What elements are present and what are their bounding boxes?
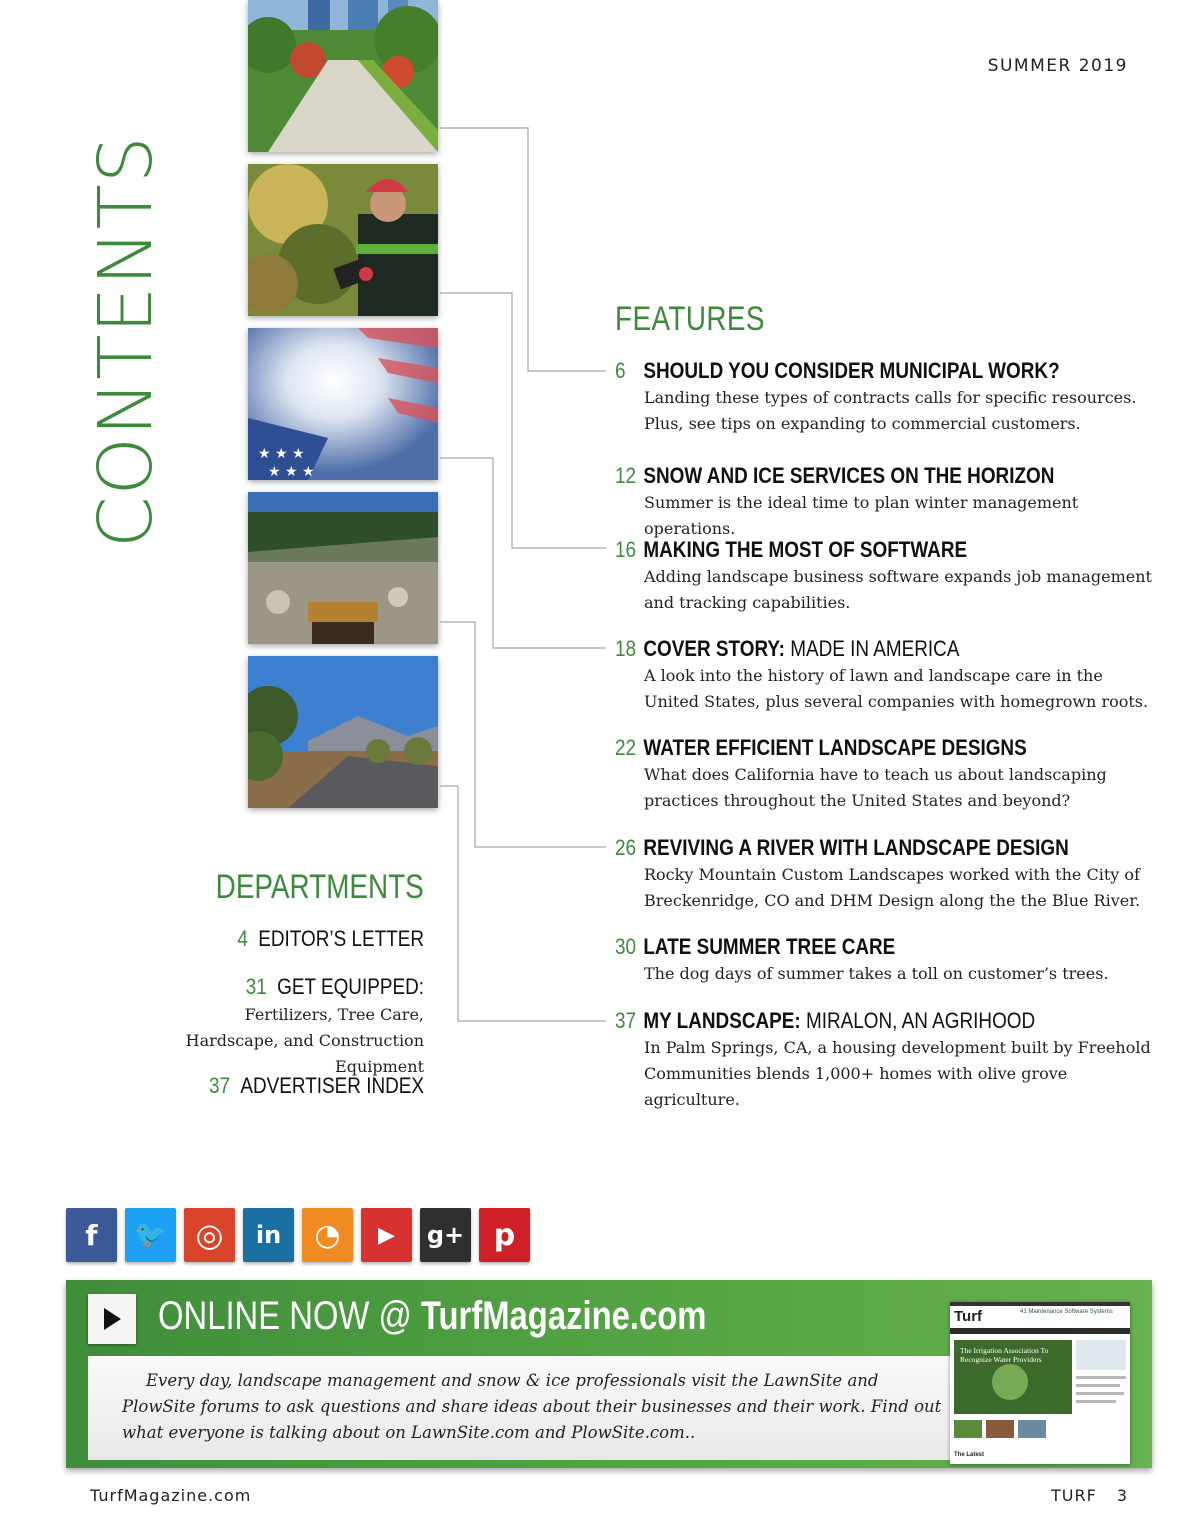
social-icons: [66, 1208, 530, 1262]
play-icon[interactable]: [88, 1294, 136, 1344]
footer-page-info: [1051, 1486, 1128, 1505]
facebook-icon[interactable]: f: [66, 1208, 117, 1262]
departments-heading: DEPARTMENTS: [215, 868, 424, 906]
pinterest-icon[interactable]: p: [479, 1208, 530, 1262]
online-now-banner: [66, 1280, 1152, 1468]
feature-description: Summer is the ideal time to plan winter management operations.: [644, 493, 1079, 538]
feature-item[interactable]: [615, 537, 1155, 616]
feature-description: Landing these types of contracts calls for specific resources. Plus, see tips on expanding to commercial customers.: [644, 388, 1137, 433]
feature-item[interactable]: [615, 1008, 1155, 1113]
google-plus-icon[interactable]: g+: [420, 1208, 471, 1262]
feature-item[interactable]: [615, 934, 1155, 987]
feature-title: WATER EFFICIENT LANDSCAPE DESIGNS: [643, 735, 1027, 760]
features-heading: FEATURES: [615, 300, 765, 338]
youtube-icon[interactable]: ▶: [361, 1208, 412, 1262]
feature-page-number: 18: [615, 636, 637, 661]
feature-page-number: 26: [615, 835, 637, 860]
banner-title[interactable]: [158, 1294, 706, 1339]
feature-page-number: 6: [615, 358, 626, 383]
department-item[interactable]: [174, 1073, 424, 1099]
banner-title-prefix: ONLINE NOW @: [158, 1294, 421, 1338]
feature-item[interactable]: [615, 636, 1155, 715]
footer-magazine: TURF: [1051, 1486, 1097, 1505]
footer-page-number: 3: [1116, 1486, 1128, 1505]
feature-description: What does California have to teach us about landscaping practices throughout the United States and beyond?: [644, 765, 1107, 810]
feature-description: Adding landscape business software expands job management and tracking capabilities.: [644, 567, 1152, 612]
feature-description: In Palm Springs, CA, a housing development built by Freehold Communities blends 1,000+ homes with olive grove agriculture.: [644, 1038, 1151, 1109]
feature-page-number: 12: [615, 463, 637, 488]
feature-description: The dog days of summer takes a toll on customer’s trees.: [644, 964, 1109, 983]
feature-item[interactable]: [615, 835, 1155, 914]
department-title: EDITOR’S LETTER: [258, 926, 424, 951]
department-page-number: 31: [245, 974, 267, 999]
department-title: ADVERTISER INDEX: [240, 1073, 424, 1098]
website-screenshot: [950, 1302, 1130, 1464]
department-description: Fertilizers, Tree Care, Hardscape, and Construction Equipment: [185, 1005, 424, 1076]
feature-title: SNOW AND ICE SERVICES ON THE HORIZON: [643, 463, 1055, 488]
footer-site: TurfMagazine.com: [90, 1486, 252, 1505]
feature-title: MAKING THE MOST OF SOFTWARE: [643, 537, 968, 562]
feature-title: LATE SUMMER TREE CARE: [643, 934, 896, 959]
banner-text-box: [88, 1356, 952, 1460]
department-page-number: 37: [208, 1073, 231, 1098]
department-item[interactable]: [174, 974, 424, 1080]
feature-title: SHOULD YOU CONSIDER MUNICIPAL WORK?: [643, 358, 1060, 383]
feature-title-rest: MIRALON, AN AGRIHOOD: [800, 1008, 1036, 1033]
feature-description: A look into the history of lawn and landscape care in the United States, plus several companies with homegrown roots.: [644, 666, 1149, 711]
svg-text:★ ★ ★: ★ ★ ★: [258, 446, 305, 462]
contents-title: CONTENTS: [83, 135, 169, 548]
feature-title-rest: MADE IN AMERICA: [784, 636, 960, 661]
feature-title: REVIVING A RIVER WITH LANDSCAPE DESIGN: [643, 835, 1069, 860]
linkedin-icon[interactable]: in: [243, 1208, 294, 1262]
department-page-number: 4: [237, 926, 248, 951]
svg-text:★ ★ ★: ★ ★ ★: [268, 464, 315, 480]
screenshot-headline: 41 Maintenance Software Systems: [1020, 1309, 1113, 1315]
feature-title: COVER STORY:: [643, 636, 785, 661]
feature-page-number: 22: [615, 735, 637, 760]
screenshot-logo: Turf: [954, 1308, 983, 1325]
instagram-icon[interactable]: ◎: [184, 1208, 235, 1262]
twitter-icon[interactable]: 🐦: [125, 1208, 176, 1262]
feature-title: MY LANDSCAPE:: [643, 1008, 801, 1033]
department-title: GET EQUIPPED:: [277, 974, 424, 999]
feature-description: Rocky Mountain Custom Landscapes worked with the City of Breckenridge, CO and DHM Design along the the Blue River.: [644, 865, 1141, 910]
banner-site-link[interactable]: TurfMagazine.com: [420, 1294, 707, 1338]
feature-item[interactable]: [615, 358, 1155, 437]
feature-page-number: 37: [615, 1008, 637, 1033]
department-item[interactable]: [207, 926, 424, 952]
feature-page-number: 30: [615, 934, 637, 959]
screenshot-latest: The Latest: [954, 1452, 985, 1458]
feature-page-number: 16: [615, 537, 637, 562]
screenshot-hero: The Irrigation Association To Recognize Water Providers: [960, 1346, 1049, 1364]
banner-text: Every day, landscape management and snow & ice professionals visit the LawnSite and PlowSite forums to ask questions and share ideas about their businesses and their work. Find out what everyone is talking about on LawnSite.com and PlowSite.com..: [122, 1371, 942, 1442]
rss-icon[interactable]: ◔: [302, 1208, 353, 1262]
issue-date: SUMMER 2019: [987, 56, 1128, 76]
feature-item[interactable]: [615, 735, 1155, 814]
feature-item[interactable]: [615, 463, 1155, 542]
